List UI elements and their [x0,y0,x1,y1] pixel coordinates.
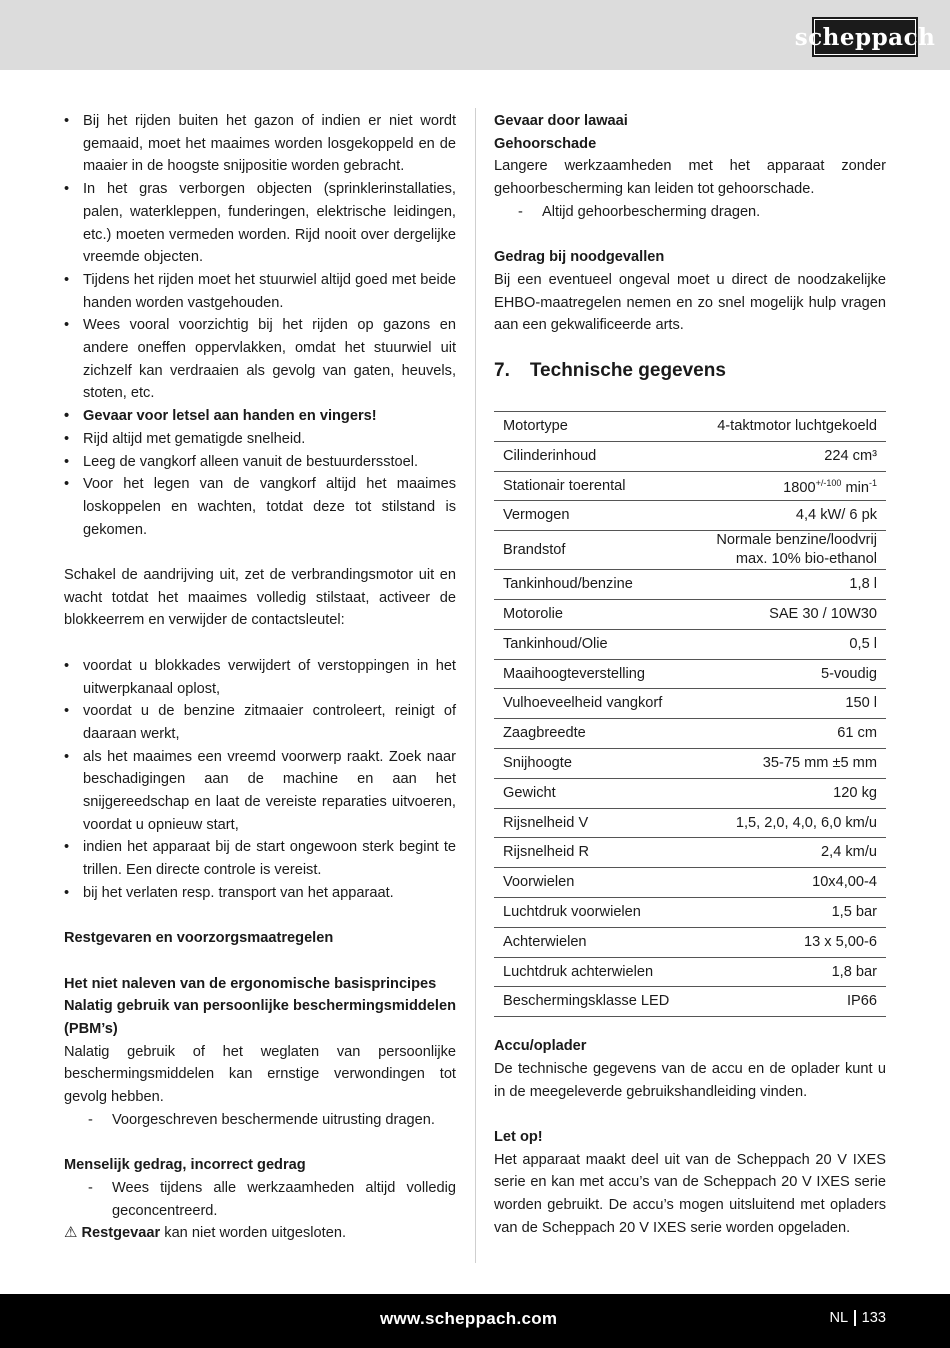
spec-label: Motorolie [494,600,693,630]
noise-text: Langere werkzaamheden met het apparaat zonder gehoorbescherming kan leiden tot gehoorschade. [494,158,886,198]
bullet-icon: • [64,884,70,901]
bullet-icon: • [64,408,70,425]
language-code: NL [829,1310,849,1326]
spec-label: Rijsnelheid R [494,838,693,868]
spec-value: 5-voudig [693,659,886,689]
spec-value: 0,5 l [693,629,886,659]
spec-label: Motortype [494,412,693,442]
accu-heading: Accu/oplader [494,1038,587,1055]
spec-value: 35-75 mm ±5 mm [693,748,886,778]
spec-value: 4,4 kW/ 6 pk [693,501,886,531]
spec-value: 1,5 bar [693,897,886,927]
spec-label: Rijsnelheid V [494,808,693,838]
spec-value: $1800^{+/-100}$ $\min^{-1}$ [693,471,886,501]
hearing-damage-heading: Gehoorschade [494,135,597,152]
spec-label: Achterwielen [494,927,693,957]
spec-label: Vermogen [494,501,693,531]
scheppach-logo: scheppach [812,17,918,57]
page-number: 133 [861,1310,886,1326]
right-column [494,110,886,1239]
spec-label: Gewicht [494,778,693,808]
list-item: • voordat u de benzine zitmaaier controleert, reinigt of daaraan werkt, [64,700,456,745]
residual-risk-warning: ⚠ Restgevaar kan niet worden uitgesloten. [64,1224,347,1242]
table-row [494,471,886,501]
spec-label: Maaihoogteverstelling [494,659,693,689]
spec-value: 224 cm³ [693,441,886,471]
accu-text: De technische gegevens van de accu en de oplader kunt u in de meegeleverde gebruikshandleiding vinden. [494,1060,886,1100]
spec-value: 61 cm [693,719,886,749]
pbm-heading: Nalatig gebruik van persoonlijke beschermingsmiddelen (PBM’s) [64,998,456,1038]
table-row [494,689,886,719]
page-header [0,0,950,70]
list-item: • Rijd altijd met gematigde snelheid. [64,428,456,451]
spec-label: Stationair toerental [494,471,693,501]
shutdown-paragraph: Schakel de aandrijving uit, zet de verbrandingsmotor uit en wacht totdat het maaimes volledig stilstaat, activeer de blokkeerrem en verwijder de contactsleutel: [64,567,456,629]
table-row [494,808,886,838]
spec-value: 2,4 km/u [693,838,886,868]
spec-label: Brandstof [494,531,693,570]
section-number: 7. [494,360,510,382]
emergency-heading: Gedrag bij noodgevallen [494,249,665,266]
bullet-icon: • [64,839,70,856]
spec-value: IP66 [693,987,886,1017]
spec-label: Cilinderinhoud [494,441,693,471]
list-item: • Bij het rijden buiten het gazon of indien er niet wordt gemaaid, moet het maaimes worden losgekoppeld en de maaier in de hoogste snijpositie worden gebracht. [64,110,456,178]
bullet-icon: • [64,113,70,129]
safety-bullet-list [64,110,456,541]
table-row [494,412,886,442]
spec-value: 4-taktmotor luchtgekoeld [693,412,886,442]
noise-heading: Gevaar door lawaai [494,113,628,129]
list-item: • Wees vooral voorzichtig bij het rijden op gazons en andere oneffen oppervlakken, omdat het stuurwiel uit zichzelf kan verdraaien als gevolg van gaten, heuvels, stoten, etc. [64,314,456,405]
pbm-dash-item: - Voorgeschreven beschermende uitrusting dragen. [88,1111,435,1128]
table-row [494,868,886,898]
bullet-icon: • [64,430,70,447]
list-item: • In het gras verborgen objecten (sprinklerinstallaties, palen, waterkleppen, funderingen, elektrische leidingen, etc.) moeten vermeden worden. Rijd nooit over dergelijke vreemde objecten. [64,178,456,269]
table-row [494,570,886,600]
table-row [494,748,886,778]
bullet-icon: • [64,271,70,288]
ergonomic-heading: Het niet naleven van de ergonomische basisprincipes [64,975,437,992]
table-row [494,897,886,927]
table-row [494,987,886,1017]
table-row [494,659,886,689]
bullet-icon: • [64,317,70,334]
list-item: • Tijdens het rijden moet het stuurwiel altijd goed met beide handen worden vastgehouden. [64,269,456,314]
spec-value: 1,8 l [693,570,886,600]
spec-label: Luchtdruk achterwielen [494,957,693,987]
table-row [494,838,886,868]
warning-triangle-icon: ⚠ [64,1224,78,1242]
spec-value: 10x4,00-4 [693,868,886,898]
list-item: • indien het apparaat bij de start ongewoon sterk begint te trillen. Een directe controle is vereist. [64,836,456,881]
section-name: Technische gegevens [529,360,726,382]
emergency-text: Bij een eventueel ongeval moet u direct de noodzakelijke EHBO-maatregelen nemen en zo snel mogelijk hulp vragen aan een gekwalificeerde arts. [494,271,886,334]
table-row [494,927,886,957]
human-dash-item: - Wees tijdens alle werkzaamheden altijd volledig geconcentreerd. [88,1179,456,1219]
bullet-icon: • [64,476,70,493]
column-divider [475,108,476,1263]
pbm-text: Nalatig gebruik of het weglaten van persoonlijke beschermingsmiddelen kan ernstige verwondingen tot gevolg hebben. [64,1043,456,1106]
human-behaviour-heading: Menselijk gedrag, incorrect gedrag [64,1157,306,1174]
spec-value: 13 x 5,00-6 [693,927,886,957]
residual-risks-heading: Restgevaren en voorzorgsmaatregelen [64,930,334,947]
left-column [64,110,456,1245]
spec-label: Beschermingsklasse LED [494,987,693,1017]
table-row [494,600,886,630]
spec-label: Luchtdruk voorwielen [494,897,693,927]
bullet-icon: • [64,748,70,765]
list-item: • bij het verlaten resp. transport van het apparaat. [64,882,456,905]
spec-value: 1,5, 2,0, 4,0, 6,0 km/u [693,808,886,838]
note-text: Het apparaat maakt deel uit van de Scheppach 20 V IXES serie en kan met accu’s van de Scheppach 20 V IXES serie worden gebruikt. De accu’s mogen uitsluitend met opladers van de Scheppach 20 V IXES serie worden opgeladen. [494,1151,886,1236]
section-title [494,357,886,385]
table-row [494,501,886,531]
noise-dash-item: - Altijd gehoorbescherming dragen. [518,203,761,220]
spec-label: Voorwielen [494,868,693,898]
list-item: • Leeg de vangkorf alleen vanuit de bestuurdersstoel. [64,451,456,474]
spec-label: Tankinhoud/benzine [494,570,693,600]
table-row [494,629,886,659]
note-heading: Let op! [494,1128,543,1145]
bullet-icon: • [64,657,70,674]
table-row [494,441,886,471]
table-row [494,778,886,808]
spec-label: Snijhoogte [494,748,693,778]
bullet-icon: • [64,703,70,720]
table-row [494,719,886,749]
table-row [494,957,886,987]
page-footer [0,1294,950,1348]
spec-value: 150 l [693,689,886,719]
shutdown-conditions-list [64,655,456,905]
bullet-icon: • [64,181,70,198]
list-item: • als het maaimes een vreemd voorwerp raakt. Zoek naar beschadigingen aan de machine en aan het snijgereedschap en laat de vereiste reparaties uitvoeren, voordat u opnieuw start, [64,746,456,837]
bullet-icon: • [64,453,70,470]
list-item: • Gevaar voor letsel aan handen en vingers! [64,405,456,428]
table-row [494,531,886,570]
spec-value: 1,8 bar [693,957,886,987]
list-item: • Voor het legen van de vangkorf altijd het maaimes loskoppelen en wachten, totdat deze tot stilstand is gekomen. [64,473,456,541]
page-number-block [829,1310,886,1326]
spec-label: Vulhoeveelheid vangkorf [494,689,693,719]
spec-label: Tankinhoud/Olie [494,629,693,659]
separator-bar [854,1310,856,1326]
spec-label: Zaagbreedte [494,719,693,749]
list-item: • voordat u blokkades verwijdert of verstoppingen in het uitwerpkanaal oplost, [64,655,456,700]
website-link[interactable]: www.scheppach.com [380,1309,558,1328]
spec-value: SAE 30 / 10W30 [693,600,886,630]
spec-value: 120 kg [693,778,886,808]
spec-value: Normale benzine/loodvrij max. 10% bio-ethanol [693,531,886,570]
technical-data-table [494,411,886,1017]
